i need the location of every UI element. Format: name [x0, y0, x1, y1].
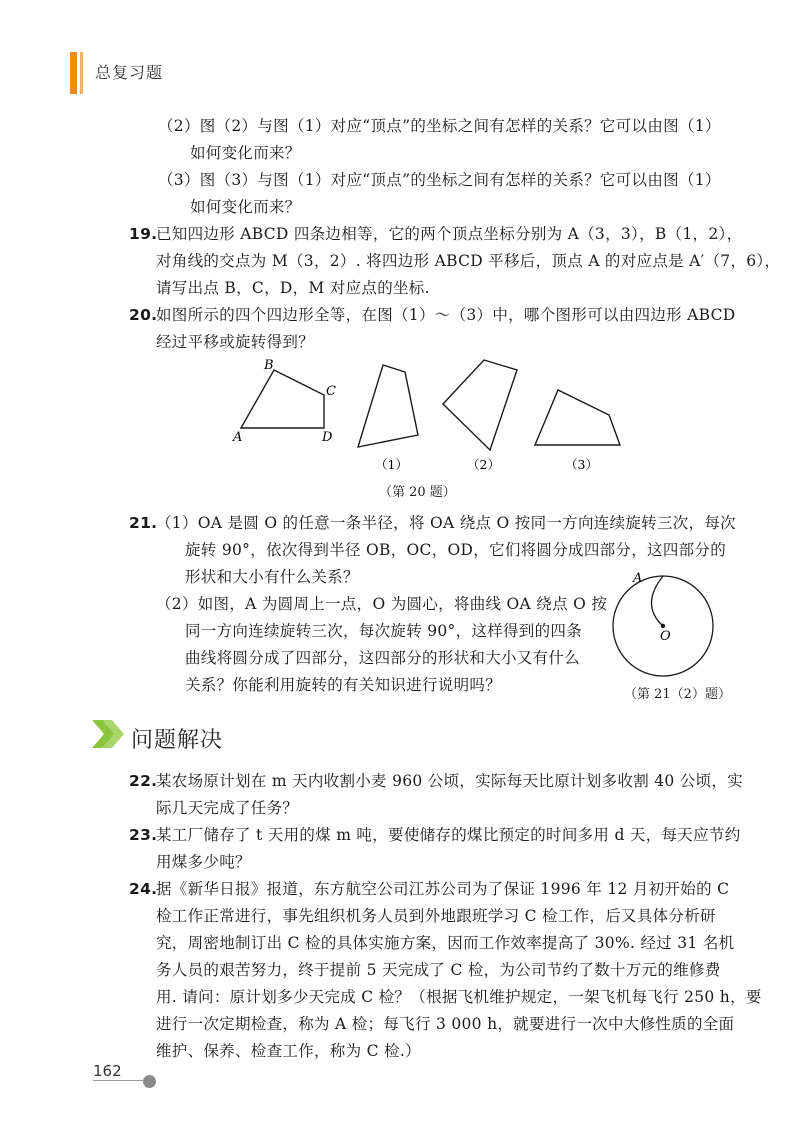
- page-number: 162: [93, 1062, 122, 1080]
- q19-line1: 已知四边形 ABCD 四条边相等，它的两个顶点坐标分别为 A（3，3），B（1，2），: [156, 225, 743, 243]
- fig2-label: （2）: [467, 457, 500, 472]
- q23-line1: 某工厂储存了 t 天用的煤 m 吨，要使储存的煤比预定的时间多用 d 天，每天应节约: [156, 826, 741, 844]
- q20-figure: [225, 355, 645, 485]
- p3-line1: （3）图（3）与图（1）对应“顶点”的坐标之间有怎样的关系？它可以由图（1）: [158, 171, 721, 189]
- fig1-label: （1）: [375, 457, 408, 472]
- header-title: 总复习题: [95, 63, 164, 82]
- q22-line2: 际几天完成了任务？: [156, 799, 299, 817]
- q21-line3: 形状和大小有什么关系？: [185, 568, 359, 586]
- label-b: B: [264, 358, 274, 373]
- page-dot: [143, 1075, 156, 1088]
- q24-line6: 进行一次定期检查，称为 A 检；每飞行 3 000 h，就要进行一次中大修性质的全面: [156, 1015, 735, 1033]
- q21-line2: 旋转 90°，依次得到半径 OB，OC，OD，它们将圆分成四部分，这四部分的: [185, 541, 727, 559]
- q21-line1: （1）OA 是圆 O 的任意一条半径，将 OA 绕点 O 按同一方向连续旋转三次，每次: [156, 514, 736, 532]
- quad-fig3: [535, 390, 620, 445]
- double-chevron-icon: [92, 720, 126, 748]
- q19-line3: 请写出点 B，C，D，M 对应点的坐标.: [156, 279, 430, 297]
- header-accent-bar-light: [80, 52, 83, 94]
- label-circle-o: O: [660, 629, 671, 644]
- page-number-rule: [93, 1080, 143, 1081]
- q23-number: 23.: [129, 826, 158, 844]
- q21-figure: [605, 565, 725, 685]
- quad-fig1: [358, 365, 418, 447]
- q22-line1: 某农场原计划在 m 天内收割小麦 960 公顷，实际每天比原计划多收割 40 公顷，实: [156, 772, 743, 790]
- q24-line7: 维护、保养、检查工作，称为 C 检.）: [156, 1042, 421, 1060]
- q21-number: 21.: [129, 514, 158, 532]
- q20-line2: 经过平移或旋转得到？: [156, 333, 315, 351]
- p2-line2: 如何变化而来？: [190, 144, 301, 162]
- curve-oa: [652, 576, 664, 626]
- label-d: D: [322, 430, 333, 445]
- label-circle-a: A: [633, 571, 643, 586]
- q24-line1: 据《新华日报》报道，东方航空公司江苏公司为了保证 1996 年 12 月初开始的 C: [156, 880, 730, 898]
- q22-number: 22.: [129, 772, 158, 790]
- q21-line5: 同一方向连续旋转三次，每次旋转 90°，这样得到的四条: [185, 622, 583, 640]
- q20-caption: （第 20 题）: [379, 485, 456, 500]
- q24-line5: 用. 请问：原计划多少天完成 C 检？（根据飞机维护规定，一架飞机每飞行 250 h，要: [156, 988, 762, 1006]
- label-c: C: [326, 384, 336, 399]
- q20-number: 20.: [129, 306, 158, 324]
- q24-line2: 检工作正常进行，事先组织机务人员到外地跟班学习 C 检工作，后又具体分析研: [156, 907, 716, 925]
- label-a: A: [233, 430, 243, 445]
- header-accent-bar: [70, 52, 77, 94]
- fig3-label: （3）: [565, 457, 598, 472]
- p3-line2: 如何变化而来？: [190, 198, 301, 216]
- p2-line1: （2）图（2）与图（1）对应“顶点”的坐标之间有怎样的关系？它可以由图（1）: [158, 117, 721, 135]
- q19-line2: 对角线的交点为 M（3，2）. 将四边形 ABCD 平移后，顶点 A 的对应点是 A′（7，6），: [156, 252, 781, 270]
- q23-line2: 用煤多少吨？: [156, 853, 251, 871]
- quad-abcd: [241, 370, 324, 428]
- q24-line3: 究，周密地制订出 C 检的具体实施方案，因而工作效率提高了 30%. 经过 31 名机: [156, 934, 735, 952]
- q21-line4: （2）如图，A 为圆周上一点，O 为圆心，将曲线 OA 绕点 O 按: [156, 595, 608, 613]
- q21-caption: （第 21（2）题）: [624, 687, 731, 702]
- q19-number: 19.: [129, 225, 158, 243]
- q21-line7: 关系？你能利用旋转的有关知识进行说明吗？: [185, 676, 502, 694]
- q21-line6: 曲线将圆分成了四部分，这四部分的形状和大小又有什么: [185, 649, 581, 667]
- quad-fig2: [443, 360, 517, 450]
- q24-line4: 务人员的艰苦努力，终于提前 5 天完成了 C 检，为公司节约了数十万元的维修费: [156, 961, 721, 979]
- q24-number: 24.: [129, 880, 158, 898]
- center-point: [661, 624, 665, 628]
- q20-line1: 如图所示的四个四边形全等，在图（1）～（3）中，哪个图形可以由四边形 ABCD: [156, 306, 736, 324]
- section-title: 问题解决: [131, 728, 224, 753]
